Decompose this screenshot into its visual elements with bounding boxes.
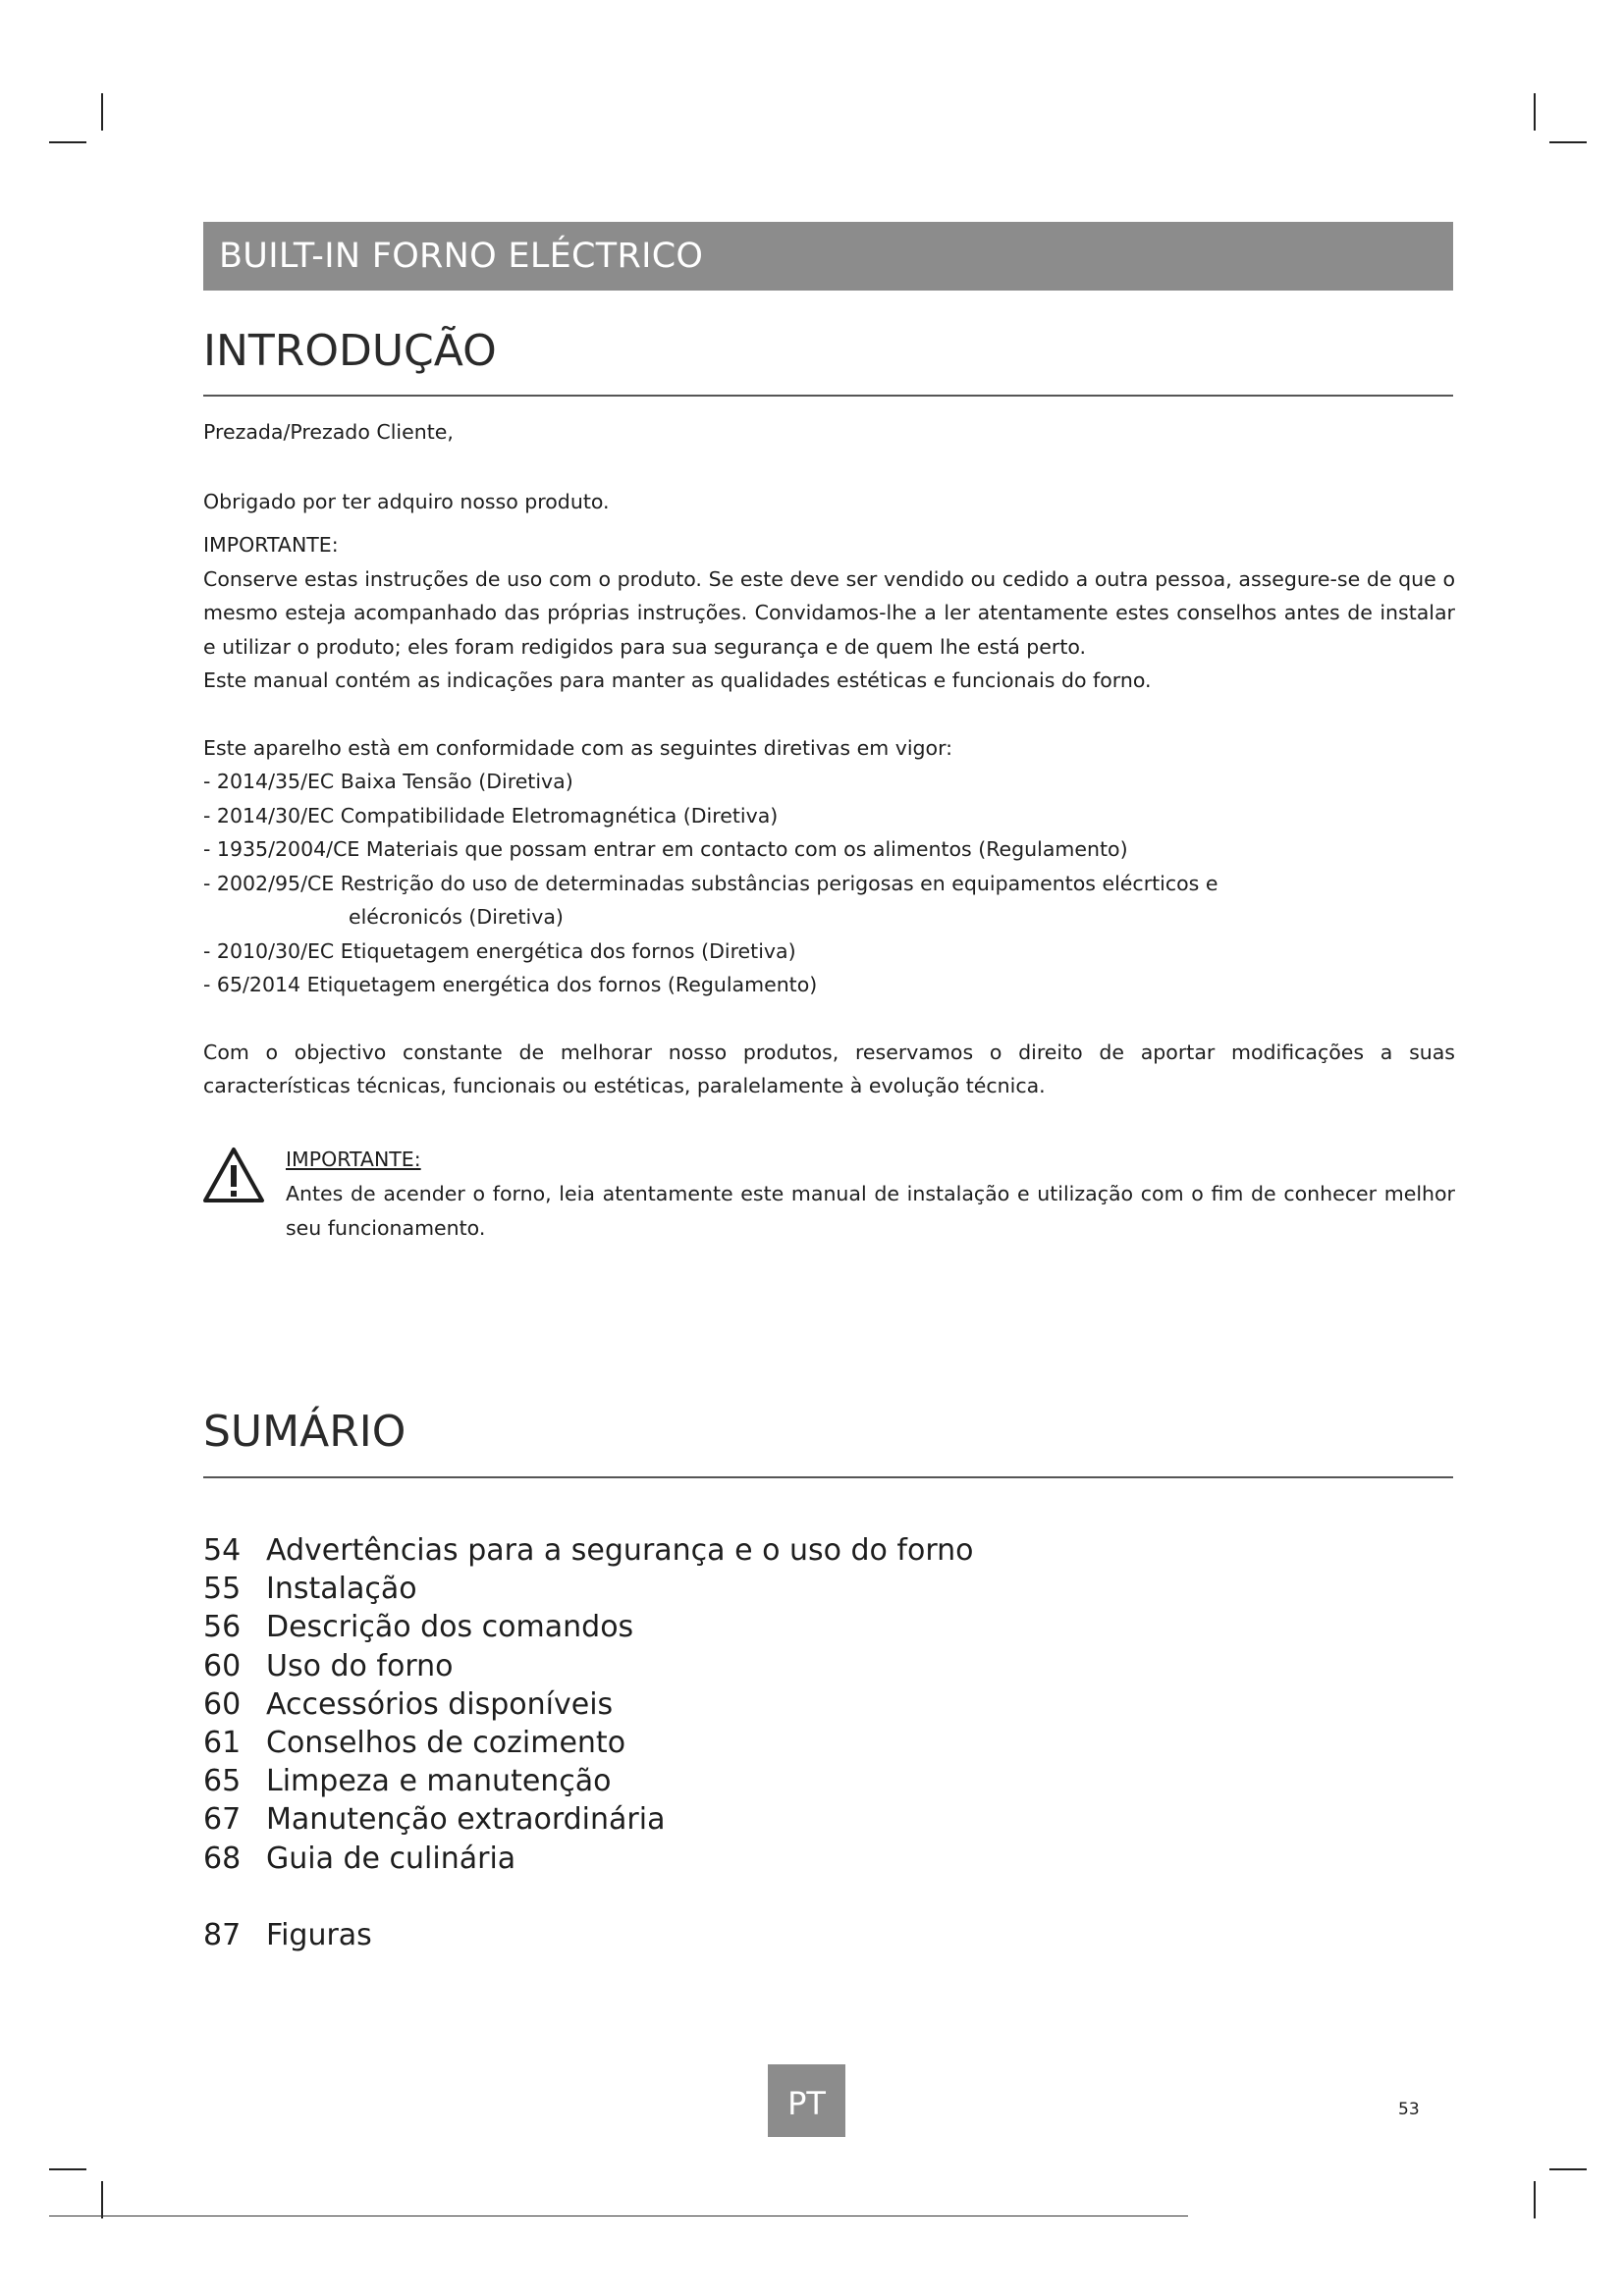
toc-entry[interactable]	[203, 1685, 974, 1724]
crop-mark	[101, 93, 103, 131]
toc-entry[interactable]	[203, 1570, 974, 1608]
intro-body	[203, 415, 1455, 1103]
warning-triangle-icon	[202, 1147, 265, 1203]
directive-item: - 2010/30/EC Etiquetagem energética dos fornos (Diretiva)	[203, 938, 796, 963]
toc-entry[interactable]	[203, 1916, 974, 1954]
toc-page: 55	[203, 1572, 242, 1607]
toc-page: 65	[203, 1764, 242, 1799]
toc-entry[interactable]	[203, 1724, 974, 1762]
toc-page: 56	[203, 1610, 242, 1645]
toc-page: 54	[203, 1533, 242, 1568]
summary-heading: SUMÁRIO	[203, 1407, 406, 1457]
language-badge: PT	[768, 2064, 845, 2137]
directive-item: - 2014/30/EC Compatibilidade Eletromagnética (Diretiva)	[203, 803, 779, 828]
toc-title: Instalação	[266, 1572, 417, 1607]
toc-title: Conselhos de cozimento	[266, 1725, 626, 1760]
toc-page: 87	[203, 1917, 242, 1952]
toc-page: 60	[203, 1648, 242, 1683]
toc-title: Limpeza e manutenção	[266, 1764, 612, 1799]
toc-title: Accessórios disponíveis	[266, 1686, 614, 1722]
toc-entry[interactable]	[203, 1647, 974, 1685]
toc-entry[interactable]	[203, 1531, 974, 1570]
directive-item: - 2014/35/EC Baixa Tensão (Diretiva)	[203, 770, 573, 793]
table-of-contents	[203, 1531, 974, 1954]
toc-title: Descrição dos comandos	[266, 1610, 634, 1645]
greeting: Prezada/Prezado Cliente,	[203, 420, 454, 444]
objective-paragraph: Com o objectivo constante de melhorar nosso produtos, reservamos o direito de aportar modificações a suas características técnicas, funcionais ou estéticas, paralelamente à evolução técnica.	[203, 1040, 1455, 1097]
page-number: 53	[1398, 2100, 1420, 2119]
thanks-line: Obrigado por ter adquiro nosso produto.	[203, 489, 610, 513]
toc-entry[interactable]	[203, 1800, 974, 1839]
toc-entry[interactable]	[203, 1762, 974, 1800]
directives-intro: Este aparelho està em conformidade com as seguintes diretivas em vigor:	[203, 735, 953, 760]
directive-item: - 1935/2004/CE Materiais que possam entrar em contacto com os alimentos (Regulamento)	[203, 837, 1128, 861]
heading-rule	[203, 1476, 1453, 1478]
crop-mark	[1534, 93, 1536, 131]
heading-rule	[203, 395, 1453, 397]
crop-mark	[1549, 2168, 1587, 2170]
toc-title: Figuras	[266, 1917, 372, 1952]
toc-page: 60	[203, 1686, 242, 1722]
warning-text: Antes de acender o forno, leia atentamente este manual de instalação e utilização com o fim de conhecer melhor seu funcionamento.	[286, 1182, 1455, 1240]
crop-mark	[1549, 141, 1587, 143]
crop-mark	[49, 141, 86, 143]
crop-mark	[1534, 2181, 1536, 2218]
intro-paragraph: Conserve estas instruções de uso com o produto. Se este deve ser vendido ou cedido a outra pessoa, assegure-se de que o mesmo esteja acompanhado das próprias instruções. Convidamos-lhe a ler atentamente estes conselhos antes de instalar e utilizar o produto; eles foram redigidos para sua segurança e de quem lhe está perto.	[203, 566, 1455, 659]
toc-page: 67	[203, 1802, 242, 1838]
intro-paragraph: Este manual contém as indicações para manter as qualidades estéticas e funcionais do forno.	[203, 668, 1152, 692]
warning-title: IMPORTANTE:	[286, 1148, 421, 1171]
section-banner: BUILT-IN FORNO ELÉCTRICO	[203, 222, 1453, 291]
directive-item: elécronicós (Diretiva)	[349, 905, 564, 929]
crop-mark	[49, 2168, 86, 2170]
toc-title: Advertências para a segurança e o uso do forno	[266, 1533, 974, 1568]
toc-title: Manutenção extraordinária	[266, 1802, 666, 1838]
toc-title: Uso do forno	[266, 1648, 454, 1683]
directive-item: - 65/2014 Etiquetagem energética dos fornos (Regulamento)	[203, 973, 818, 996]
intro-heading: INTRODUÇÃO	[203, 326, 497, 376]
toc-page: 61	[203, 1725, 242, 1760]
toc-title: Guia de culinária	[266, 1841, 516, 1876]
crop-mark	[101, 2181, 103, 2218]
toc-entry[interactable]	[203, 1840, 974, 1878]
toc-page: 68	[203, 1841, 242, 1876]
directive-item: - 2002/95/CE Restrição do uso de determinadas substâncias perigosas en equipamentos elécrticos e	[203, 871, 1218, 895]
warning-block	[286, 1143, 1455, 1246]
important-label: IMPORTANTE:	[203, 533, 339, 557]
toc-entry[interactable]	[203, 1608, 974, 1646]
